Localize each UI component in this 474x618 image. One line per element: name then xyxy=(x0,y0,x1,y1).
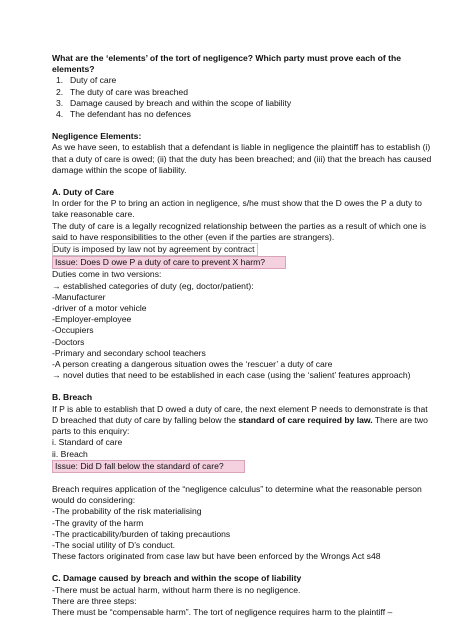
damage-line: There must be “compensable harm”. The tort of negligence requires harm to the plaintiff – xyxy=(52,606,393,617)
list-item xyxy=(52,109,434,120)
question-heading: What are the ‘elements’ of the tort of negligence? Which party must prove each of the elements? xyxy=(52,53,402,75)
breach-text: If P is able to establish that D owed a duty of care, the next element P needs to demonstrate is that D breached that duty of care by falling below the xyxy=(52,403,428,425)
duty-line: -Occupiers xyxy=(52,325,94,336)
breach-factor: -The probability of the risk materialising xyxy=(52,506,202,517)
negligence-heading: Negligence Elements: xyxy=(52,131,142,142)
list-text: The duty of care was breached xyxy=(70,86,188,97)
duty-line: → novel duties that need to be established in each case (using the ‘salient’ features approach) xyxy=(52,370,411,381)
breach-factor: -The social utility of D’s conduct. xyxy=(52,539,176,550)
elements-list xyxy=(52,75,434,120)
damage-line: There are three steps: xyxy=(52,595,137,606)
duty-paragraph-1: In order for the P to bring an action in negligence, s/he must show that the D owes the P a duty to take reasonable care. xyxy=(52,198,422,220)
duty-line: -A person creating a dangerous situation owes the ‘rescuer’ a duty of care xyxy=(52,359,333,370)
list-item xyxy=(52,87,434,98)
list-item xyxy=(52,98,434,109)
breach-factor: -The practicability/burden of taking precautions xyxy=(52,528,231,539)
duty-line: → established categories of duty (eg, doctor/patient): xyxy=(52,280,254,291)
breach-heading: B. Breach xyxy=(52,392,93,403)
damage-line: -There must be actual harm, without harm there is no negligence. xyxy=(52,584,301,595)
breach-paragraph-3: These factors originated from case law but have been enforced by the Wrongs Act s48 xyxy=(52,551,381,562)
breach-part: i. Standard of care xyxy=(52,437,123,448)
breach-text: There are two parts to this enquiry: xyxy=(52,414,428,437)
list-number: 4. xyxy=(56,109,64,120)
duty-line: -Manufacturer xyxy=(52,291,106,302)
breach-paragraph-1 xyxy=(52,404,434,438)
duty-line: -Employer-employee xyxy=(52,314,132,325)
duty-issue-highlight: Issue: Does D owe P a duty of care to prevent X harm? xyxy=(52,256,286,269)
breach-paragraph-2: Breach requires application of the “negligence calculus” to determine what the reasonable person would do considering: xyxy=(52,483,422,506)
breach-issue-highlight: Issue: Did D fall below the standard of care? xyxy=(52,460,245,473)
damage-heading: C. Damage caused by breach and within the scope of liability xyxy=(52,573,302,584)
list-text: Damage caused by breach and within the scope of liability xyxy=(70,97,292,108)
duty-heading: A. Duty of Care xyxy=(52,187,115,198)
list-item xyxy=(52,75,434,86)
list-text: Duty of care xyxy=(70,75,117,86)
list-text: The defendant has no defences xyxy=(70,109,191,120)
list-number: 2. xyxy=(56,86,64,97)
duty-line: -Doctors xyxy=(52,336,85,347)
duty-line: -driver of a motor vehicle xyxy=(52,303,147,314)
duty-line: -Primary and secondary school teachers xyxy=(52,347,206,358)
breach-part: ii. Breach xyxy=(52,448,88,459)
duty-line: Duties come in two versions: xyxy=(52,269,162,280)
duty-paragraph-2: The duty of care is a legally recognized relationship between the parties as a result of which one is said to have responsibilities to the other (even if the parties are strangers). xyxy=(52,220,427,242)
duty-paragraph-3: Duty is imposed by law not by agreement by contract xyxy=(52,243,258,256)
breach-factor: -The gravity of the harm xyxy=(52,517,144,528)
breach-bold-text: standard of care required by law. xyxy=(238,414,373,425)
list-number: 1. xyxy=(56,75,64,86)
negligence-paragraph: As we have seen, to establish that a defendant is liable in negligence the plaintiff has to establish (i) that a duty of care is owed; (ii) that the duty has been breached; and (iii) that the breach has caused damage within the scope of liability. xyxy=(52,142,432,175)
list-number: 3. xyxy=(56,97,64,108)
